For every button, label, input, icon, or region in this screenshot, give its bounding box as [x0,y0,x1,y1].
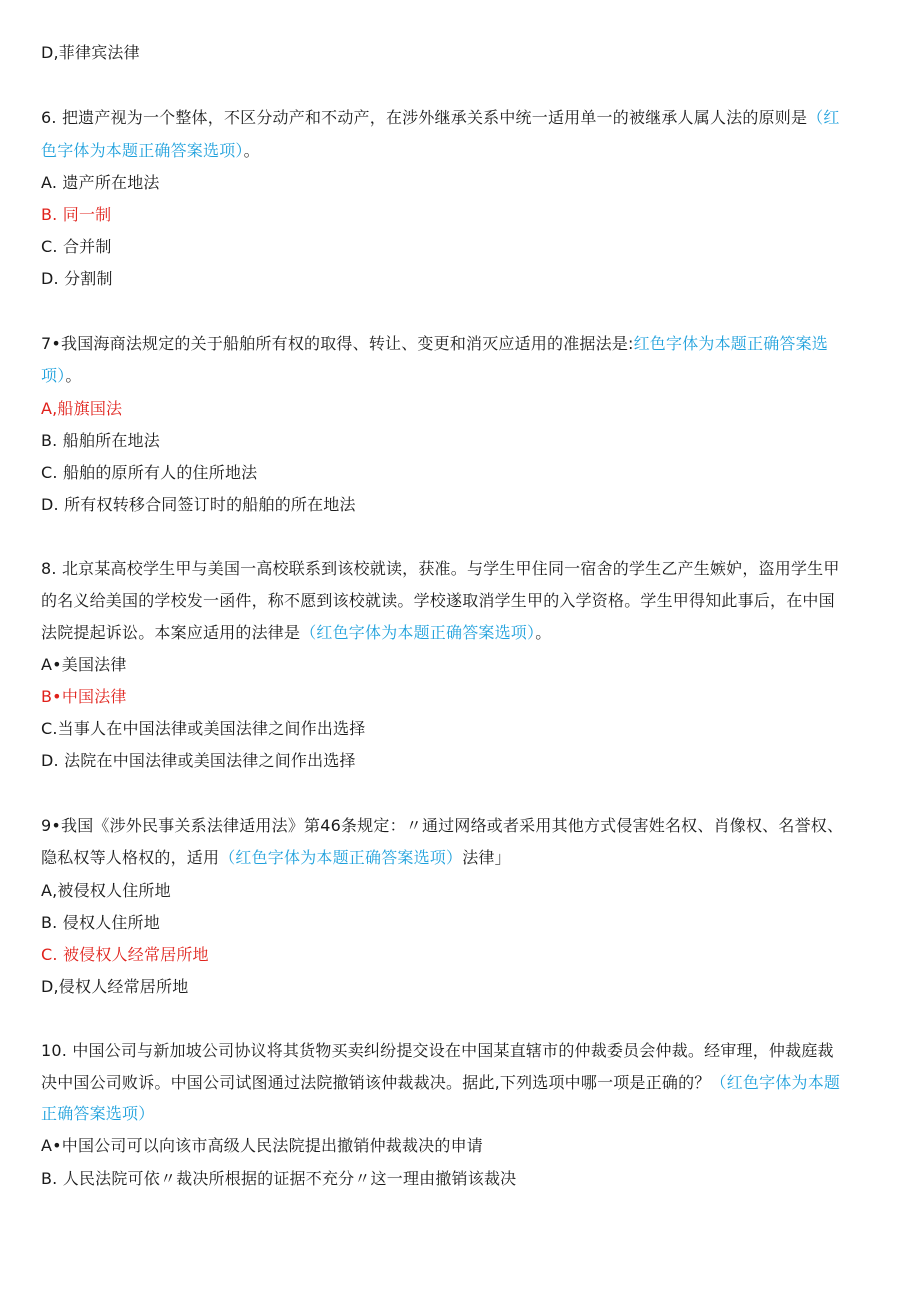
q6-hint-part2: 色字体为本题正确答案选项） [41,141,244,160]
q8-option-c: C.当事人在中国法律或美国法律之间作出选择 [41,719,366,738]
q9-stem-end: 法律」 [462,848,511,867]
q7-stem-text: 7•我国海商法规定的关于船舶所有权的取得、转让、变更和消灭应适用的准据法是: [41,334,634,353]
q9-option-d: D,侵权人经常居所地 [41,977,189,996]
q7-option-c: C. 船舶的原所有人的住所地法 [41,463,258,482]
q8-stem-line2: 的名义给美国的学校发一函件，称不愿到该校就读。学校遂取消学生甲的入学资格。学生甲得知此事后，在中国 [41,591,835,610]
q9-stem-line2 [41,846,886,870]
q8-hint: （红色字体为本题正确答案选项） [300,623,536,642]
q10-hint-part2: 正确答案选项） [41,1104,155,1123]
q7-stem-line2 [41,364,886,388]
q9-option-c-correct: C. 被侵权人经常居所地 [41,945,209,964]
q8-stem-line1: 8. 北京某高校学生甲与美国一高校联系到该校就读，获准。与学生甲住同一宿舍的学生乙产生嫉妒，盗用学生甲 [41,559,840,578]
q9-option-a: A,被侵权人住所地 [41,881,171,900]
q9-option-b: B. 侵权人住所地 [41,913,160,932]
q8-option-b-correct: B•中国法律 [41,687,127,706]
q7-option-b: B. 船舶所在地法 [41,431,160,450]
q7-hint-part2: 项） [41,366,66,385]
q6-stem-line2 [41,139,886,163]
q6-option-c: C. 合并制 [41,237,112,256]
q10-stem-line3 [41,1102,886,1126]
q7-stem-end: 。 [65,366,82,385]
q8-option-a: A•美国法律 [41,655,127,674]
q10-option-a: A•中国公司可以向该市高级人民法院提出撤销仲裁裁决的申请 [41,1136,483,1155]
q6-stem-end: 。 [243,141,260,160]
q6-option-d: D. 分割制 [41,269,113,288]
q6-stem-line1 [41,106,886,130]
q9-hint: （红色字体为本题正确答案选项） [219,848,463,867]
q8-stem-line3 [41,621,886,645]
q10-stem-text: 决中国公司败诉。中国公司试图通过法院撤销该仲裁裁决。据此,下列选项中哪一项是正确的？ [41,1073,711,1092]
q10-hint-part1: （红色字体为本题 [710,1073,841,1092]
q7-option-d: D. 所有权转移合同签订时的船舶的所在地法 [41,495,356,514]
q10-option-b: B. 人民法院可依〃裁决所根据的证据不充分〃这一理由撤销该裁决 [41,1169,517,1188]
q9-stem-line1: 9•我国《涉外民事关系法律适用法》第46条规定：〃通过网络或者采用其他方式侵害姓名权、肖像权、名誉权、 [41,816,844,835]
q6-option-a: A. 遗产所在地法 [41,173,160,192]
q8-option-d: D. 法院在中国法律或美国法律之间作出选择 [41,751,356,770]
q8-stem-text: 法院提起诉讼。本案应适用的法律是 [41,623,301,642]
q6-stem-text: 6. 把遗产视为一个整体，不区分动产和不动产，在涉外继承关系中统一适用单一的被继承人属人法的原则是 [41,108,808,127]
q7-option-a-correct: A,船旗国法 [41,399,123,418]
q6-hint-part1: （红 [807,108,840,127]
q9-stem-text: 隐私权等人格权的，适用 [41,848,220,867]
q10-stem-line2 [41,1071,886,1095]
q6-option-b-correct: B. 同一制 [41,205,112,224]
prev-option-d: D,菲律宾法律 [41,43,140,62]
q7-hint-part1: 红色字体为本题正确答案选 [633,334,829,353]
q8-stem-end: 。 [535,623,552,642]
q10-stem-line1: 10. 中国公司与新加坡公司协议将其货物买卖纠纷提交设在中国某直辖市的仲裁委员会仲裁。经审理，仲裁庭裁 [41,1041,834,1060]
q7-stem-line1 [41,332,886,356]
